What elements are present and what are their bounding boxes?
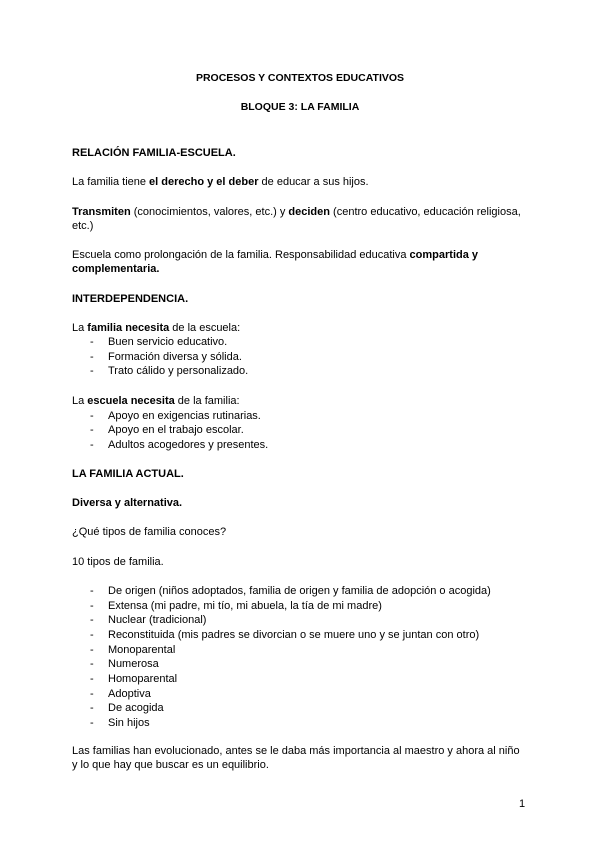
list-bullet: - <box>90 702 94 714</box>
family-needs-intro: La familia necesita de la escuela: <box>72 322 241 334</box>
closing-paragraph: Las familias han evolucionado, antes se le daba más importancia al maestro y ahora al niño y lo que hay que buscar es un equilibrio. <box>72 745 520 771</box>
list-item: Adoptiva <box>108 688 151 700</box>
list-item: De acogida <box>108 702 164 714</box>
list-bullet: - <box>90 658 94 670</box>
list-bullet: - <box>90 410 94 422</box>
list-bullet: - <box>90 673 94 685</box>
subheading-diversa: Diversa y alternativa. <box>72 497 183 509</box>
list-item: De origen (niños adoptados, familia de origen y familia de adopción o acogida) <box>108 585 491 597</box>
list-item: Formación diversa y sólida. <box>108 351 242 363</box>
family-types-count: 10 tipos de familia. <box>72 556 164 568</box>
paragraph-transmiten: Transmiten (conocimientos, valores, etc.) y deciden (centro educativo, educación religiosa, etc.) <box>72 206 521 232</box>
list-item: Nuclear (tradicional) <box>108 614 207 626</box>
course-title: PROCESOS Y CONTEXTOS EDUCATIVOS <box>195 72 405 84</box>
school-needs-intro: La escuela necesita de la familia: <box>72 395 240 407</box>
section-heading-familia-actual: LA FAMILIA ACTUAL. <box>72 468 184 480</box>
list-bullet: - <box>90 439 94 451</box>
list-bullet: - <box>90 365 94 377</box>
list-item: Reconstituida (mis padres se divorcian o se muere uno y se juntan con otro) <box>108 629 480 641</box>
paragraph-escuela: Escuela como prolongación de la familia. Responsabilidad educativa compartida y complementaria. <box>72 249 479 275</box>
list-item: Monoparental <box>108 644 176 656</box>
list-item: Apoyo en el trabajo escolar. <box>108 424 244 436</box>
list-item: Extensa (mi padre, mi tío, mi abuela, la tía de mi madre) <box>108 600 382 612</box>
list-bullet: - <box>90 614 94 626</box>
question-text: ¿Qué tipos de familia conoces? <box>72 526 227 538</box>
paragraph-derecho: La familia tiene el derecho y el deber de educar a sus hijos. <box>72 176 369 188</box>
list-item: Numerosa <box>108 658 159 670</box>
list-item: Trato cálido y personalizado. <box>108 365 249 377</box>
list-bullet: - <box>90 717 94 729</box>
list-bullet: - <box>90 688 94 700</box>
list-bullet: - <box>90 585 94 597</box>
section-heading-interdependencia: INTERDEPENDENCIA. <box>72 293 189 305</box>
list-bullet: - <box>90 336 94 348</box>
list-item: Apoyo en exigencias rutinarias. <box>108 410 261 422</box>
list-item: Sin hijos <box>108 717 150 729</box>
list-item: Adultos acogedores y presentes. <box>108 439 269 451</box>
list-bullet: - <box>90 351 94 363</box>
list-bullet: - <box>90 424 94 436</box>
list-item: Buen servicio educativo. <box>108 336 228 348</box>
list-bullet: - <box>90 644 94 656</box>
block-title: BLOQUE 3: LA FAMILIA <box>240 101 360 113</box>
page-number: 1 <box>519 798 526 810</box>
list-bullet: - <box>90 629 94 641</box>
list-item: Homoparental <box>108 673 178 685</box>
list-bullet: - <box>90 600 94 612</box>
section-heading-relacion: RELACIÓN FAMILIA-ESCUELA. <box>72 147 236 159</box>
